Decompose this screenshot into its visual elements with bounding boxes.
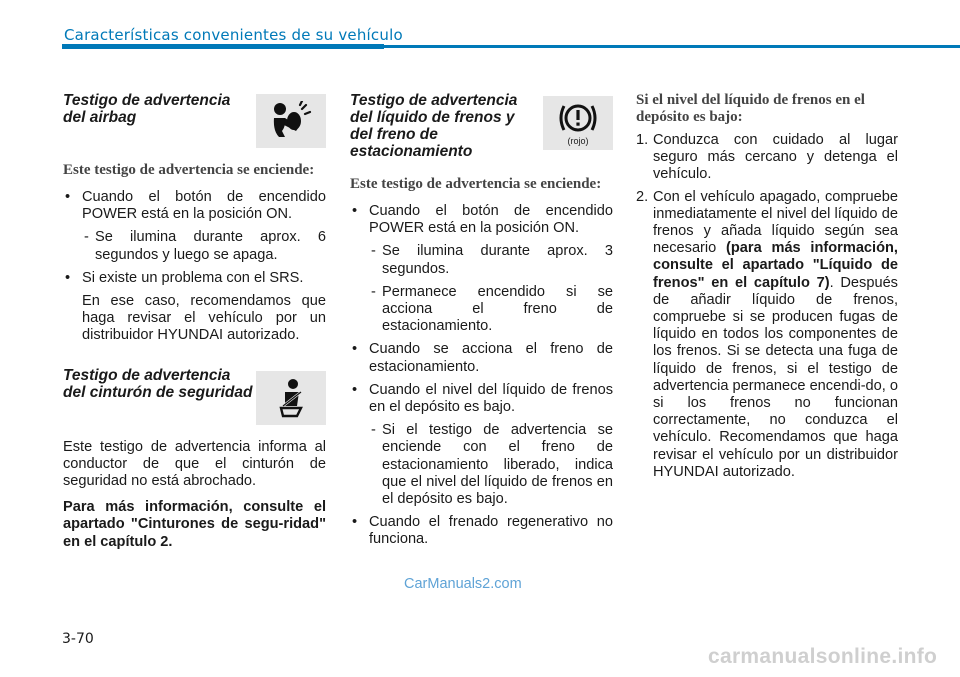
- seatbelt-heading: [63, 367, 326, 429]
- seatbelt-note: Para más información, consulte el apartado "Cinturones de segu-ridad" en el capítulo 2.: [63, 499, 326, 550]
- airbag-title: Testigo de advertencia del airbag: [63, 92, 231, 126]
- seatbelt-title: Testigo de advertencia del cinturón de seguridad: [63, 366, 253, 401]
- step-2: [636, 189, 898, 481]
- airbag-warning-icon: [256, 94, 326, 148]
- brake-heading: [350, 92, 613, 164]
- airbag-bullet-2-note: En ese caso, recomendamos que haga revisar el vehículo por un distribuidor HYUNDAI autorizado.: [82, 293, 326, 344]
- watermark-link[interactable]: CarManuals2.com: [404, 576, 522, 592]
- brake-subhead: Este testigo de advertencia se enciende:: [350, 176, 602, 192]
- step-2-text-a: Con el vehículo apagado, compruebe inmediatamente el nivel del líquido de frenos y añada líquido según sea necesario: [653, 188, 898, 257]
- brake-dash-1: - Se ilumina durante aprox. 3 segundos.: [350, 243, 613, 277]
- airbag-heading: [63, 92, 326, 148]
- brake-bullet-2: • Cuando se acciona el freno de estacionamiento.: [350, 341, 613, 375]
- step-1-number: 1.: [636, 132, 649, 148]
- brake-bullet-4: • Cuando el frenado regenerativo no funciona.: [350, 514, 613, 548]
- brake-dash-3: - Si el testigo de advertencia se enciende con el freno de estacionamiento liberado, indica que el nivel del líquido de frenos en el depósito es bajo.: [350, 422, 613, 508]
- column-1: [63, 92, 326, 551]
- column-2: [350, 92, 613, 549]
- low-fluid-subhead: Si el nivel del líquido de frenos en el depósito es bajo:: [636, 92, 865, 125]
- airbag-subhead: Este testigo de advertencia se enciende:: [63, 162, 315, 178]
- brake-icon-caption: (rojo): [567, 135, 589, 146]
- seatbelt-body: Este testigo de advertencia informa al conductor de que el cinturón de seguridad no está abrochado.: [63, 438, 326, 490]
- step-1-text: Conduzca con cuidado al lugar seguro más cercano y detenga el vehículo.: [653, 132, 898, 183]
- brake-title: Testigo de advertencia del líquido de frenos y del freno de estacionamiento: [350, 92, 518, 160]
- brake-warning-icon: [543, 96, 613, 150]
- airbag-dash-1: - Se ilumina durante aprox. 6 segundos y luego se apaga.: [63, 229, 326, 263]
- watermark-corner: carmanualsonline.info: [708, 645, 938, 668]
- brake-bullet-3: • Cuando el nivel del líquido de frenos en el depósito es bajo.: [350, 382, 613, 416]
- section-title: Características convenientes de su vehículo: [64, 26, 403, 44]
- step-2-number: 2.: [636, 188, 649, 205]
- brake-bullet-1: • Cuando el botón de encendido POWER está en la posición ON.: [350, 203, 613, 237]
- seatbelt-warning-icon: [256, 371, 326, 425]
- step-2-text-b: . Después de añadir líquido de frenos, compruebe si se producen fugas de líquido en todos los componentes de los frenos. Si se detecta una fuga de líquido de frenos, si el testigo de advertencia permanece encendi-do, o si los frenos no funcionan correctamente, no conduzca el vehículo. Recomendamos que haga revisar el vehículo por un distribuidor HYUNDAI autorizado.: [653, 274, 899, 480]
- header-rule: [62, 45, 960, 48]
- column-3: [636, 92, 898, 481]
- page-number: 3-70: [62, 631, 94, 647]
- step-1: [636, 132, 898, 184]
- airbag-bullet-1: • Cuando el botón de encendido POWER está en la posición ON.: [63, 189, 326, 223]
- brake-dash-2: - Permanece encendido si se acciona el freno de estacionamiento.: [350, 284, 613, 336]
- airbag-bullet-2: • Si existe un problema con el SRS.: [63, 270, 326, 287]
- step-2-reference: (para más información, consulte el apartado "Líquido de frenos" en el capítulo 7): [653, 240, 898, 291]
